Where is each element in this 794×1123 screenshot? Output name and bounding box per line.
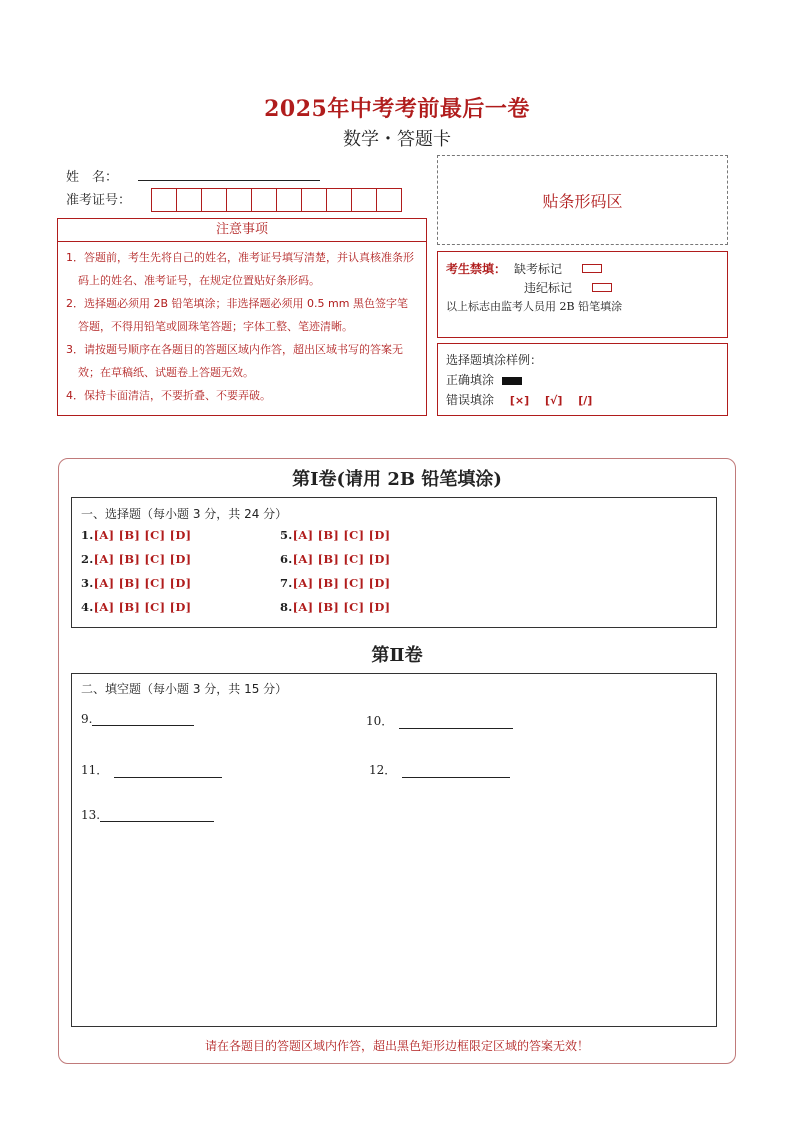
marks-label: 考生禁填： [446, 261, 507, 276]
wrong-mark: [×] [509, 394, 530, 407]
id-box[interactable] [326, 188, 352, 212]
choice-header: 一、选择题（每小题 3 分，共 24 分） [81, 507, 288, 521]
choice-row[interactable] [280, 576, 390, 590]
blank-12[interactable] [369, 761, 510, 778]
choice-options[interactable]: [A] [B] [C] [D] [93, 528, 192, 542]
correct-fill-label: 正确填涂 [446, 373, 495, 387]
choice-row[interactable] [81, 576, 191, 590]
absent-label: 缺考标记 [514, 261, 563, 276]
violation-mark-box[interactable] [592, 283, 612, 292]
choice-options[interactable]: [A] [B] [C] [D] [292, 576, 391, 590]
id-box[interactable] [201, 188, 227, 212]
id-label: 准考证号： [66, 193, 132, 208]
blank-13[interactable] [81, 808, 214, 822]
barcode-label: 贴条形码区 [542, 191, 623, 211]
question-number: 10． [366, 714, 394, 728]
wrong-fill-label: 错误填涂 [446, 393, 495, 407]
question-number: 3. [81, 576, 94, 590]
question-number: 4. [81, 600, 94, 614]
choice-options[interactable]: [A] [B] [C] [D] [93, 552, 192, 566]
marks-panel [437, 251, 728, 338]
barcode-area [437, 155, 728, 245]
notice-body [57, 242, 427, 416]
notice-item: 1．答题前，考生先将自己的姓名，准考证号填写清楚，并认真核准条形码上的姓名、准考证号，在规定位置贴好条形码。 [66, 251, 414, 287]
question-number: 13. [81, 808, 101, 822]
blank-9[interactable] [81, 712, 194, 726]
choice-options[interactable]: [A] [B] [C] [D] [93, 576, 192, 590]
name-field[interactable] [138, 180, 320, 181]
fill-section [71, 673, 717, 1027]
part1-title: 第Ⅰ卷(请用 2B 铅笔填涂) [292, 469, 502, 490]
name-label: 姓 名： [66, 170, 119, 185]
part2-title: 第Ⅱ卷 [371, 645, 423, 666]
marks-note: 以上标志由监考人员用 2B 铅笔填涂 [446, 300, 623, 313]
id-box[interactable] [301, 188, 327, 212]
blank-11[interactable] [81, 761, 222, 778]
answer-line[interactable] [399, 716, 513, 729]
id-box[interactable] [151, 188, 177, 212]
correct-fill-sample [502, 377, 522, 385]
blank-10[interactable] [366, 712, 513, 729]
notice-item: 2．选择题必须用 2B 铅笔填涂；非选择题必须用 0.5 mm 黑色签字笔答题，不得用铅笔或圆珠笔答题；字体工整、笔迹清晰。 [66, 297, 408, 333]
id-box[interactable] [351, 188, 377, 212]
wrong-mark: [/] [578, 394, 593, 407]
wrong-mark: [√] [544, 394, 563, 407]
choice-options[interactable]: [A] [B] [C] [D] [292, 528, 391, 542]
choice-row[interactable] [280, 528, 390, 542]
choice-options[interactable]: [A] [B] [C] [D] [93, 600, 192, 614]
choice-row[interactable] [81, 552, 191, 566]
answer-line[interactable] [100, 809, 214, 822]
fill-sample-panel [437, 343, 728, 416]
question-number: 6. [280, 552, 293, 566]
page-subtitle: 数学・答题卡 [343, 129, 451, 150]
notice-title: 注意事项 [57, 218, 427, 242]
choice-row[interactable] [280, 600, 390, 614]
id-box[interactable] [251, 188, 277, 212]
question-number: 5. [280, 528, 293, 542]
fill-sample-title: 选择题填涂样例： [446, 353, 543, 367]
id-box[interactable] [376, 188, 402, 212]
id-box[interactable] [276, 188, 302, 212]
id-box[interactable] [176, 188, 202, 212]
page-title: 2025年中考考前最后一卷 [264, 96, 530, 122]
notice-item: 4．保持卡面清洁，不要折叠、不要弄破。 [66, 389, 271, 402]
violation-label: 违纪标记 [524, 280, 573, 295]
answer-line[interactable] [92, 713, 194, 726]
absent-mark-box[interactable] [582, 264, 602, 273]
question-number: 9. [81, 712, 93, 726]
choice-options[interactable]: [A] [B] [C] [D] [292, 600, 391, 614]
question-number: 11． [81, 763, 109, 777]
notice-item: 3．请按题号顺序在各题目的答题区域内作答，超出区域书写的答案无效；在草稿纸、试题卷上答题无效。 [66, 343, 403, 379]
question-number: 8. [280, 600, 293, 614]
footer-warning: 请在各题目的答题区域内作答，超出黑色矩形边框限定区域的答案无效！ [204, 1039, 589, 1053]
fill-header: 二、填空题（每小题 3 分，共 15 分） [81, 682, 288, 696]
choice-row[interactable] [280, 552, 390, 566]
question-number: 2. [81, 552, 94, 566]
question-number: 12． [369, 763, 397, 777]
answer-line[interactable] [402, 765, 510, 778]
choice-section [71, 497, 717, 628]
choice-row[interactable] [81, 600, 191, 614]
answer-line[interactable] [114, 765, 222, 778]
question-number: 1. [81, 528, 94, 542]
choice-options[interactable]: [A] [B] [C] [D] [292, 552, 391, 566]
id-box[interactable] [226, 188, 252, 212]
question-number: 7. [280, 576, 293, 590]
choice-row[interactable] [81, 528, 191, 542]
id-boxes [151, 188, 401, 212]
